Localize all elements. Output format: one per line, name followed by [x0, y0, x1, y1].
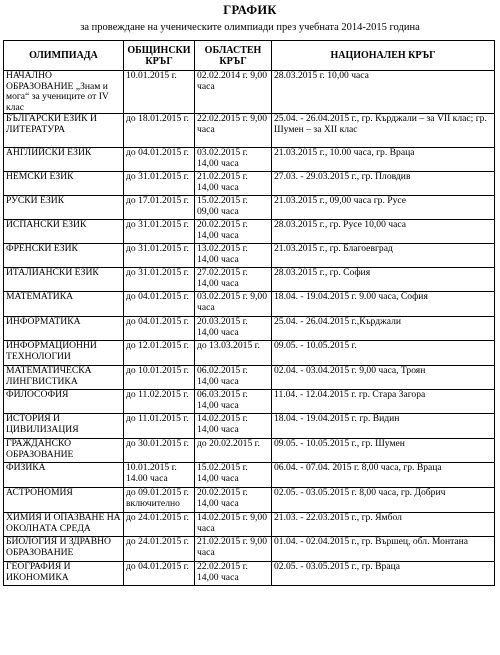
cell-municipal: до 31.01.2015 г. [124, 172, 195, 196]
document-title: ГРАФИК [223, 3, 277, 17]
cell-regional: 15.02.2015 г. 09,00 часа [195, 196, 272, 220]
cell-olympiad: ИНФОРМАЦИОННИ ТЕХНОЛОГИИ [4, 341, 124, 366]
table-row [4, 562, 495, 586]
table-row [4, 268, 495, 292]
cell-olympiad: БИОЛОГИЯ И ЗДРАВНО ОБРАЗОВАНИЕ [4, 537, 124, 562]
cell-national: 06.04. - 07.04. 2015 г. 8,00 часа, гр. Враца [272, 463, 495, 488]
cell-national: 28.03.2015 г., гр. София [272, 268, 495, 292]
cell-national: 21.03. - 22.03.2015 г., гр. Ямбол [272, 513, 495, 537]
cell-olympiad: НЕМСКИ ЕЗИК [4, 172, 124, 196]
cell-regional: 13.02.2015 г. 14,00 часа [195, 244, 272, 268]
cell-municipal: до 31.01.2015 г. [124, 244, 195, 268]
cell-municipal: 10.01.2015 г. 14.00 часа [124, 463, 195, 488]
cell-municipal: до 31.01.2015 г. [124, 268, 195, 292]
cell-regional: до 13.03.2015 г. [195, 341, 272, 366]
cell-regional: 02.02.2014 г. 9,00 часа [195, 71, 272, 114]
cell-regional: до 20.02.2015 г. [195, 439, 272, 463]
cell-regional: 20.02.2015 г. 14,00 часа [195, 220, 272, 244]
cell-olympiad: ИНФОРМАТИКА [4, 317, 124, 341]
cell-olympiad: ХИМИЯ И ОПАЗВАНЕ НА ОКОЛНАТА СРЕДА [4, 513, 124, 537]
cell-regional: 03.02.2015 г. 14,00 часа [195, 148, 272, 172]
cell-regional: 14.02.2015 г. 14,00 часа [195, 414, 272, 439]
cell-national: 18.04. - 19.04.2015 г. гр. Видин [272, 414, 495, 439]
cell-municipal: до 24.01.2015 г. [124, 537, 195, 562]
olympiad-schedule-table [3, 40, 495, 586]
cell-municipal: 10.01.2015 г. [124, 71, 195, 114]
cell-national: 09.05. - 10.05.2015 г., гр. Шумен [272, 439, 495, 463]
cell-regional: 21.02.2015 г. 14,00 часа [195, 172, 272, 196]
cell-national: 27.03. - 29.03.2015 г., гр. Пловдив [272, 172, 495, 196]
cell-municipal: до 17.01.2015 г. [124, 196, 195, 220]
table-header-row [4, 41, 495, 71]
cell-regional: 06.03.2015 г. 14,00 часа [195, 390, 272, 414]
cell-municipal: до 24.01.2015 г. [124, 513, 195, 537]
column-header-municipal: ОБЩИНСКИ КРЪГ [124, 41, 195, 71]
cell-olympiad: РУСКИ ЕЗИК [4, 196, 124, 220]
table-row [4, 341, 495, 366]
cell-national: 21.03.2015 г., гр. Благоевград [272, 244, 495, 268]
cell-olympiad: АСТРОНОМИЯ [4, 488, 124, 513]
cell-national: 25.04. - 26.04.2015 г.,Кърджали [272, 317, 495, 341]
cell-regional: 06.02.2015 г. 14,00 часа [195, 366, 272, 390]
cell-national: 09.05. - 10.05.2015 г. [272, 341, 495, 366]
cell-national: 28.03.2015 г., гр. Русе 10,00 часа [272, 220, 495, 244]
table-body [4, 71, 495, 586]
cell-olympiad: НАЧАЛНО ОБРАЗОВАНИЕ „Знам и мога“ за учениците от IV клас [4, 71, 124, 114]
cell-national: 28.03.2015 г. 10,00 часа [272, 71, 495, 114]
cell-national: 21.03.2015 г., 10.00 часа, гр. Враца [272, 148, 495, 172]
cell-regional: 21.02.2015 г. 9,00 часа [195, 537, 272, 562]
cell-municipal: до 09.01.2015 г. включително [124, 488, 195, 513]
table-row [4, 148, 495, 172]
table-row [4, 463, 495, 488]
table-row [4, 220, 495, 244]
cell-olympiad: БЪЛГАРСКИ ЕЗИК И ЛИТЕРАТУРА [4, 114, 124, 148]
cell-olympiad: ФИЛОСОФИЯ [4, 390, 124, 414]
cell-regional: 20.03.2015 г. 14,00 часа [195, 317, 272, 341]
cell-national: 02.04. - 03.04.2015 г. 9,00 часа, Троян [272, 366, 495, 390]
document-subtitle: за провеждане на ученическите олимпиади през учебната 2014-2015 година [80, 22, 420, 33]
cell-olympiad: МАТЕМАТИЧЕСКА ЛИНГВИСТИКА [4, 366, 124, 390]
cell-regional: 15.02.2015 г. 14,00 часа [195, 463, 272, 488]
table-row [4, 196, 495, 220]
cell-national: 21.03.2015 г., 09,00 часа гр. Русе [272, 196, 495, 220]
cell-olympiad: ИТАЛИАНСКИ ЕЗИК [4, 268, 124, 292]
cell-national: 25.04. - 26.04.2015 г., гр. Кърджали – за VII клас; гр. Шумен – за XII клас [272, 114, 495, 148]
cell-municipal: до 04.01.2015 г. [124, 562, 195, 586]
cell-regional: 22.02.2015 г. 9,00 часа [195, 114, 272, 148]
table-row [4, 172, 495, 196]
table-row [4, 114, 495, 148]
cell-olympiad: ИСТОРИЯ И ЦИВИЛИЗАЦИЯ [4, 414, 124, 439]
cell-olympiad: АНГЛИЙСКИ ЕЗИК [4, 148, 124, 172]
cell-regional: 03.02.2015 г. 9,00 часа [195, 292, 272, 317]
column-header-national: НАЦИОНАЛЕН КРЪГ [272, 41, 495, 71]
column-header-olympiad: ОЛИМПИАДА [4, 41, 124, 71]
table-row [4, 71, 495, 114]
cell-municipal: до 04.01.2015 г. [124, 292, 195, 317]
cell-regional: 27.02.2015 г. 14,00 часа [195, 268, 272, 292]
cell-national: 01.04. - 02.04.2015 г., гр. Вършец, обл. Монтана [272, 537, 495, 562]
cell-national: 11.04. - 12.04.2015 г. гр. Стара Загора [272, 390, 495, 414]
column-header-regional: ОБЛАСТЕН КРЪГ [195, 41, 272, 71]
table-row [4, 513, 495, 537]
table-row [4, 414, 495, 439]
cell-municipal: до 10.01.2015 г. [124, 366, 195, 390]
cell-regional: 22.02.2015 г. 14,00 часа [195, 562, 272, 586]
cell-municipal: до 11.02.2015 г. [124, 390, 195, 414]
cell-olympiad: ИСПАНСКИ ЕЗИК [4, 220, 124, 244]
cell-olympiad: ФРЕНСКИ ЕЗИК [4, 244, 124, 268]
table-row [4, 292, 495, 317]
cell-national: 02.05. - 03.05.2015 г., гр. Враца [272, 562, 495, 586]
table-row [4, 366, 495, 390]
table-row [4, 390, 495, 414]
cell-olympiad: МАТЕМАТИКА [4, 292, 124, 317]
cell-olympiad: ГРАЖДАНСКО ОБРАЗОВАНИЕ [4, 439, 124, 463]
cell-municipal: до 04.01.2015 г. [124, 317, 195, 341]
table-row [4, 537, 495, 562]
table-row [4, 488, 495, 513]
cell-national: 18.04. - 19.04.2015 г. 9.00 часа, София [272, 292, 495, 317]
cell-regional: 20.02.2015 г. 14,00 часа [195, 488, 272, 513]
cell-municipal: до 12.01.2015 г. [124, 341, 195, 366]
cell-municipal: до 30.01.2015 г. [124, 439, 195, 463]
table-row [4, 317, 495, 341]
cell-olympiad: ГЕОГРАФИЯ И ИКОНОМИКА [4, 562, 124, 586]
cell-municipal: до 18.01.2015 г. [124, 114, 195, 148]
table-row [4, 244, 495, 268]
cell-municipal: до 11.01.2015 г. [124, 414, 195, 439]
table-row [4, 439, 495, 463]
cell-olympiad: ФИЗИКА [4, 463, 124, 488]
cell-national: 02.05. - 03.05.2015 г. 8,00 часа, гр. Добрич [272, 488, 495, 513]
cell-regional: 14.02.2015 г. 9,00 часа [195, 513, 272, 537]
cell-municipal: до 31.01.2015 г. [124, 220, 195, 244]
cell-municipal: до 04.01.2015 г. [124, 148, 195, 172]
